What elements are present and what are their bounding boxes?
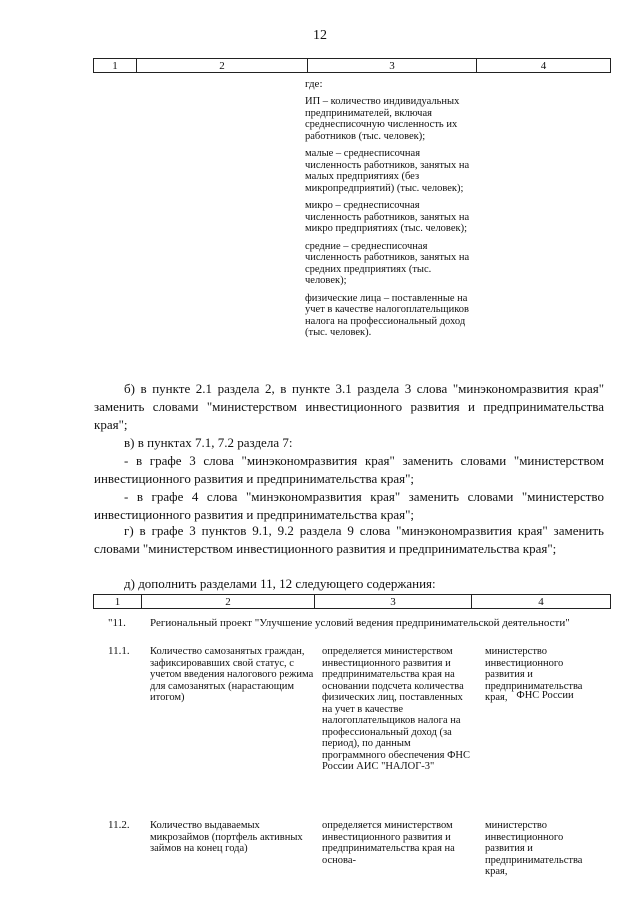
where-label: где: [305,78,323,90]
calculation-method: определяется министерством инвестиционного развития и предпринимательства края на основании подсчета количества физических лиц, поставленных на учет в качестве налогоплательщиков налога на профессиональный доход (за период), по данным программного обеспечения ФНС России АИС "НАЛОГ-3" [322,646,470,772]
column-header-table [93,58,611,73]
column-header-4: 4 [477,59,611,73]
column-header-3: 3 [308,59,477,73]
definition-medium: средние – среднесписочная численность работников, занятых на средних предприятиях (тыс. человек); [305,240,470,286]
definition-small: малые – среднесписочная численность работников, занятых на малых предприятиях (без микропредприятий) (тыс. человек); [305,148,470,194]
responsible-body: министерство инвестиционного развития и предпринимательства края, [485,646,583,703]
column-header-2: 2 [142,595,315,609]
paragraph-d: д) дополнить разделами 11, 12 следующего содержания: [124,576,436,591]
paragraph-v: в) в пунктах 7.1, 7.2 раздела 7: [124,435,293,450]
responsible-body-secondary: ФНС России [516,690,574,701]
definition-individuals: физические лица – поставленные на учет в качестве налогоплательщиков налога на профессиональный доход (тыс. человек). [305,292,469,338]
column-header-1: 1 [94,595,142,609]
definition-ip: ИП – количество индивидуальных предпринимателей, включая среднесписочную численность их работников (тыс. человек); [305,96,460,142]
paragraph-v-item-1: - в графе 3 слова "минэкономразвития края" заменить словами "министерством инвестиционного развития и предпринимательства края"; [94,453,604,486]
paragraph-g: г) в графе 3 пунктов 9.1, 9.2 раздела 9 слова "минэкономразвития края" заменить словами "министерством инвестиционного развития и предпринимательства края"; [94,523,604,556]
section-number: "11. [108,617,126,629]
page-number: 12 [313,28,327,43]
column-header-1: 1 [94,59,137,73]
column-header-table-2 [93,594,611,609]
calculation-method: определяется министерством инвестиционного развития и предпринимательства края на основа- [322,820,455,866]
section-title: Региональный проект "Улучшение условий ведения предпринимательской деятельности" [150,617,570,629]
definitions-list [305,96,470,345]
indicator-name: Количество самозанятых граждан, зафиксировавших свой статус, с учетом введения налогового режима для самозанятых (нарастающим итогом) [150,646,314,703]
definition-micro: микро – среднесписочная численность работников, занятых на микро предприятиях (тыс. человек); [305,200,470,234]
responsible-body: министерство инвестиционного развития и предпринимательства края, [485,820,583,877]
column-header-2: 2 [137,59,308,73]
paragraph-b: б) в пункте 2.1 раздела 2, в пункте 3.1 раздела 3 слова "минэкономразвития края" заменить словами "министерством инвестиционного развития и предпринимательства края"; [94,381,604,432]
paragraph-v-item-2: - в графе 4 слова "минэкономразвития края" заменить словами "министерство инвестиционного развития и предпринимательства края"; [94,489,604,522]
column-header-3: 3 [315,595,472,609]
indicator-name: Количество выдаваемых микрозаймов (портфель активных займов на конец года) [150,820,303,854]
row-number: 11.1. [108,645,130,657]
row-number: 11.2. [108,819,130,831]
column-header-4: 4 [472,595,611,609]
